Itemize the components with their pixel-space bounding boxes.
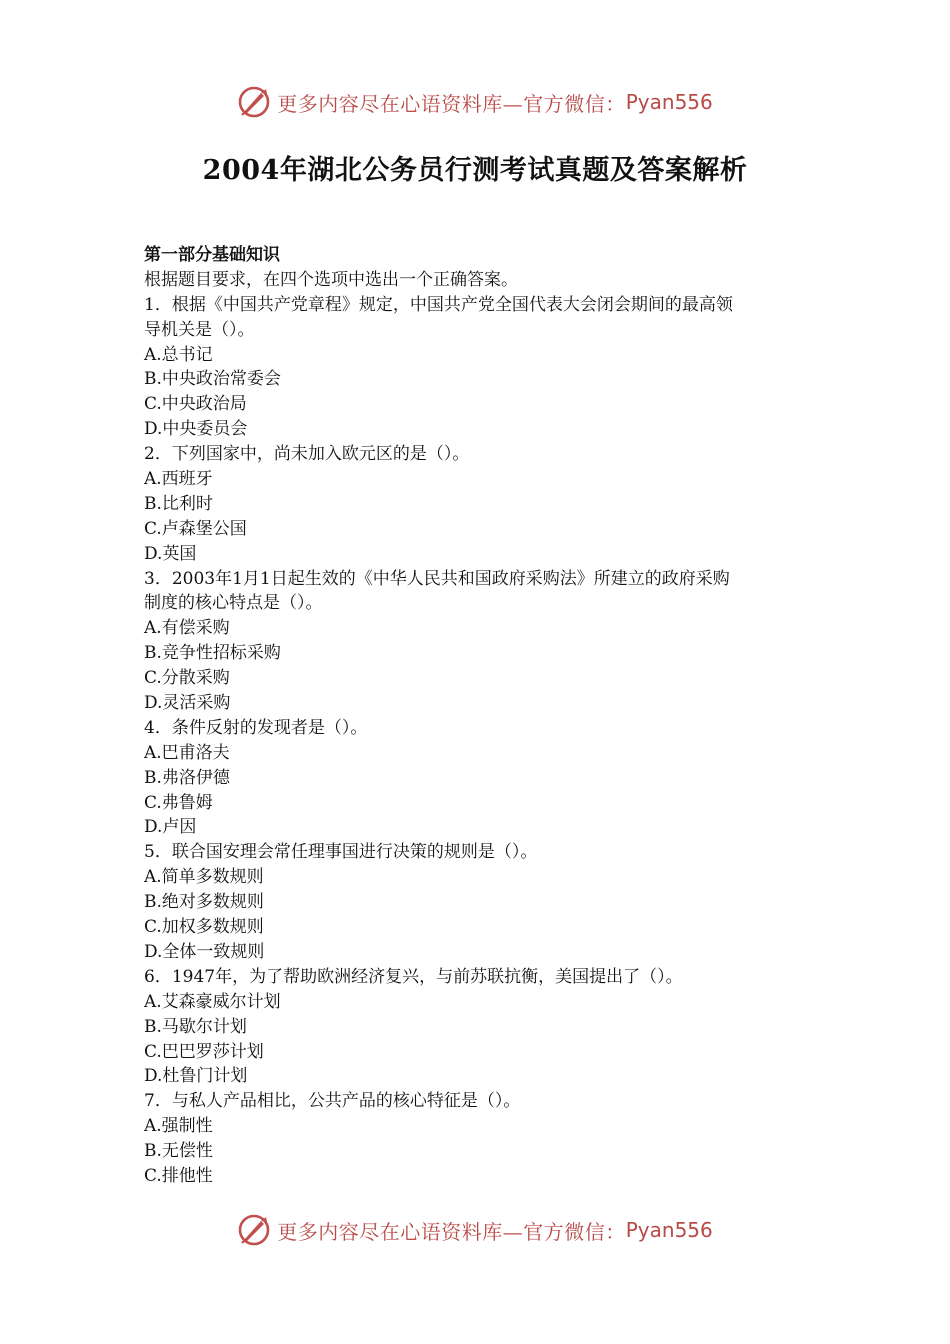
answer-option: B.无偿性 — [144, 1141, 213, 1162]
answer-option: A.有偿采购 — [144, 618, 230, 639]
answer-option: B.绝对多数规则 — [144, 892, 264, 913]
answer-option: C.分散采购 — [144, 668, 230, 689]
answer-option: D.英国 — [144, 543, 197, 564]
answer-option: C.中央政治局 — [144, 394, 247, 415]
answer-option: C.排他性 — [144, 1165, 213, 1186]
answer-option: D.全体一致规则 — [144, 941, 265, 962]
question-stem: 2．下列国家中，尚未加入欧元区的是（）。 — [144, 444, 470, 465]
question-item — [144, 965, 814, 1089]
answer-option: D.杜鲁门计划 — [144, 1066, 248, 1087]
watermark-banner-bottom — [0, 1210, 950, 1250]
answer-option: B.马歇尔计划 — [144, 1016, 247, 1037]
answer-option: C.弗鲁姆 — [144, 792, 213, 813]
answer-option: C.加权多数规则 — [144, 917, 264, 938]
answer-option: B.中央政治常委会 — [144, 369, 281, 390]
answer-option: A.西班牙 — [144, 469, 213, 490]
quill-logo-icon — [237, 1213, 271, 1247]
question-stem: 导机关是（）。 — [144, 319, 255, 340]
question-item — [144, 442, 814, 566]
question-stem: 5．联合国安理会常任理事国进行决策的规则是（）。 — [144, 842, 538, 863]
answer-option: A.总书记 — [144, 344, 213, 365]
question-list — [144, 293, 814, 1189]
watermark-banner-top — [0, 82, 950, 122]
question-item — [144, 1089, 814, 1189]
question-stem: 6．1947年，为了帮助欧洲经济复兴，与前苏联抗衡，美国提出了（）。 — [144, 966, 683, 987]
banner-text: 更多内容尽在心语资料库—官方微信： — [277, 1219, 626, 1244]
question-stem: 4．条件反射的发现者是（）。 — [144, 717, 368, 738]
question-item — [144, 840, 814, 964]
question-item — [144, 716, 814, 840]
instruction-text: 根据题目要求，在四个选项中选出一个正确答案。 — [144, 269, 518, 290]
document-title: 2004年湖北公务员行测考试真题及答案解析 — [202, 155, 748, 186]
answer-option: B.弗洛伊德 — [144, 767, 230, 788]
section-heading: 第一部分基础知识 — [144, 245, 280, 265]
question-stem: 1．根据《中国共产党章程》规定，中国共产党全国代表大会闭会期间的最高领 — [144, 294, 733, 315]
quill-logo-icon — [237, 85, 271, 119]
banner-text: 更多内容尽在心语资料库—官方微信： — [277, 91, 626, 116]
banner-handle: Pyan556 — [625, 90, 713, 114]
question-item — [144, 567, 814, 716]
answer-option: B.比利时 — [144, 493, 213, 514]
question-stem: 制度的核心特点是（）。 — [144, 593, 323, 614]
answer-option: C.卢森堡公国 — [144, 518, 247, 539]
answer-option: A.强制性 — [144, 1116, 213, 1137]
question-item — [144, 293, 814, 442]
answer-option: D.中央委员会 — [144, 419, 248, 440]
answer-option: A.简单多数规则 — [144, 867, 264, 888]
answer-option: A.巴甫洛夫 — [144, 742, 230, 763]
answer-option: D.灵活采购 — [144, 693, 231, 714]
question-stem: 7．与私人产品相比，公共产品的核心特征是（）。 — [144, 1091, 521, 1112]
answer-option: C.巴巴罗莎计划 — [144, 1041, 264, 1062]
banner-handle: Pyan556 — [625, 1218, 713, 1242]
answer-option: A.艾森豪威尔计划 — [144, 991, 281, 1012]
question-stem: 3．2003年1月1日起生效的《中华人民共和国政府采购法》所建立的政府采购 — [144, 568, 730, 589]
answer-option: D.卢因 — [144, 817, 197, 838]
document-body — [144, 243, 814, 1189]
answer-option: B.竞争性招标采购 — [144, 643, 281, 664]
